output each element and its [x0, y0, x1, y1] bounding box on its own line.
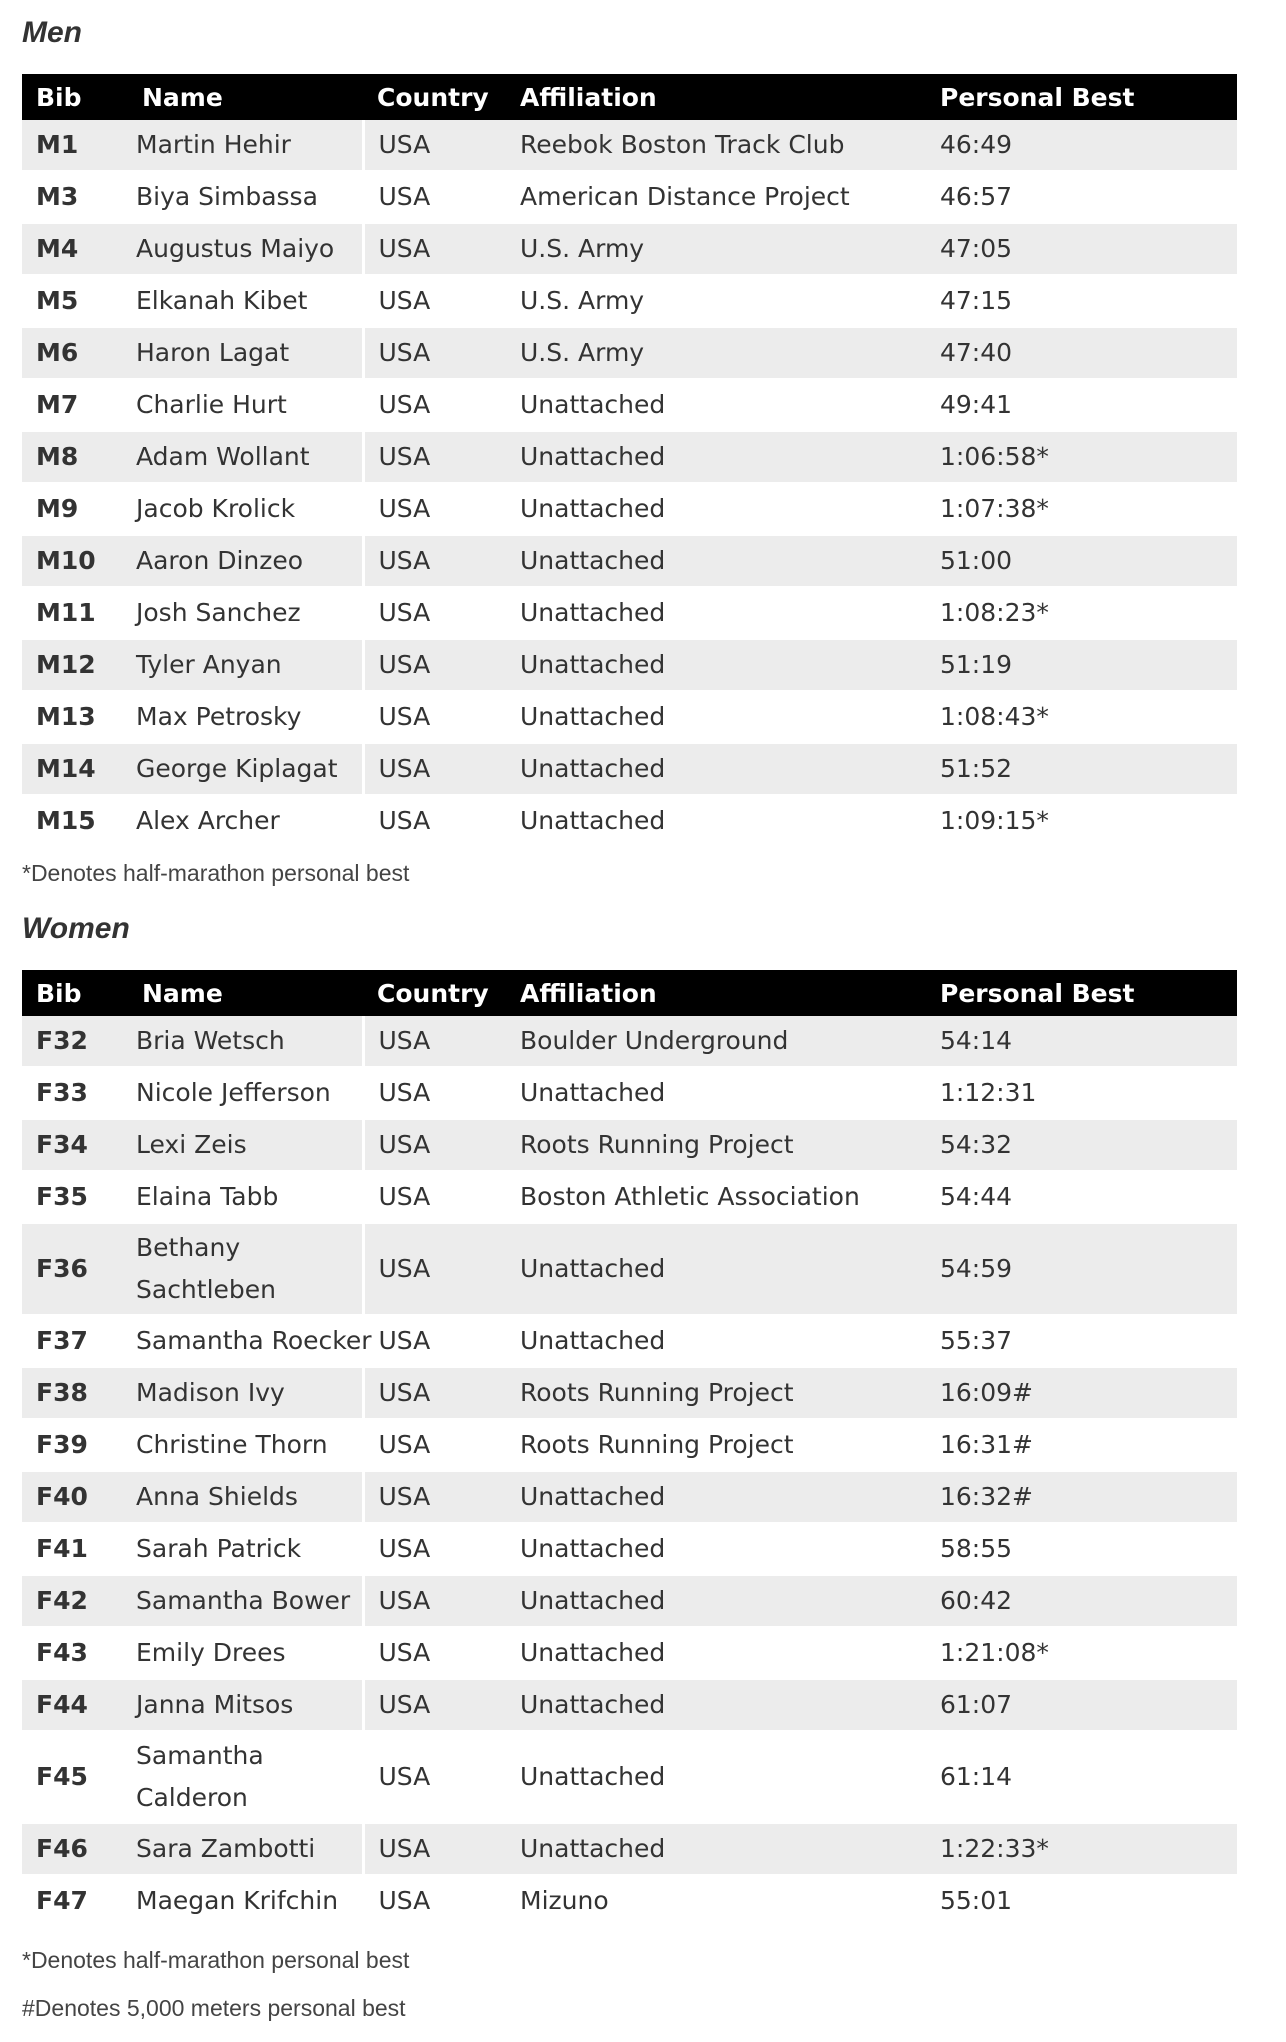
cell-country: USA [363, 1731, 506, 1823]
cell-bib: F33 [22, 1067, 128, 1119]
cell-country: USA [363, 795, 506, 847]
cell-bib: M9 [22, 483, 128, 535]
table-row [22, 275, 1237, 327]
cell-personal-best: 51:19 [926, 639, 1237, 691]
cell-personal-best: 54:59 [926, 1223, 1237, 1315]
cell-name: Martin Hehir [128, 120, 363, 171]
cell-country: USA [363, 1067, 506, 1119]
cell-affiliation: Unattached [506, 1223, 926, 1315]
cell-name: Bethany Sachtleben [128, 1223, 363, 1315]
men-footnote-half-marathon: *Denotes half-marathon personal best [22, 860, 410, 886]
cell-name: Madison Ivy [128, 1367, 363, 1419]
cell-personal-best: 47:40 [926, 327, 1237, 379]
cell-country: USA [363, 223, 506, 275]
header-personal-best: Personal Best [926, 970, 1237, 1016]
cell-bib: F34 [22, 1119, 128, 1171]
cell-name: Biya Simbassa [128, 171, 363, 223]
cell-affiliation: Reebok Boston Track Club [506, 120, 926, 171]
cell-bib: M15 [22, 795, 128, 847]
cell-bib: F45 [22, 1731, 128, 1823]
cell-personal-best: 60:42 [926, 1575, 1237, 1627]
cell-country: USA [363, 1016, 506, 1067]
cell-affiliation: Unattached [506, 1067, 926, 1119]
cell-country: USA [363, 1627, 506, 1679]
table-row [22, 587, 1237, 639]
cell-affiliation: Boulder Underground [506, 1016, 926, 1067]
men-section-title: Men [22, 16, 82, 49]
table-row [22, 1679, 1237, 1731]
cell-affiliation: Unattached [506, 1823, 926, 1875]
cell-affiliation: Unattached [506, 795, 926, 847]
cell-personal-best: 47:15 [926, 275, 1237, 327]
table-row [22, 1067, 1237, 1119]
cell-name: Janna Mitsos [128, 1679, 363, 1731]
cell-country: USA [363, 275, 506, 327]
cell-country: USA [363, 379, 506, 431]
cell-country: USA [363, 171, 506, 223]
table-header-row [22, 74, 1237, 120]
cell-name: Charlie Hurt [128, 379, 363, 431]
cell-bib: F41 [22, 1523, 128, 1575]
cell-affiliation: Unattached [506, 1575, 926, 1627]
cell-bib: M5 [22, 275, 128, 327]
cell-affiliation: Unattached [506, 1627, 926, 1679]
women-entrants-table [22, 970, 1237, 1928]
cell-personal-best: 51:00 [926, 535, 1237, 587]
cell-affiliation: Mizuno [506, 1875, 926, 1927]
cell-name: Sara Zambotti [128, 1823, 363, 1875]
header-country: Country [363, 970, 506, 1016]
cell-affiliation: Unattached [506, 1523, 926, 1575]
cell-personal-best: 1:08:43* [926, 691, 1237, 743]
cell-name: Josh Sanchez [128, 587, 363, 639]
cell-country: USA [363, 1119, 506, 1171]
cell-name: Adam Wollant [128, 431, 363, 483]
header-bib: Bib [22, 970, 128, 1016]
table-row [22, 691, 1237, 743]
header-name: Name [128, 74, 363, 120]
cell-affiliation: Unattached [506, 1315, 926, 1367]
cell-bib: F37 [22, 1315, 128, 1367]
cell-country: USA [363, 1575, 506, 1627]
table-row [22, 639, 1237, 691]
cell-affiliation: Unattached [506, 691, 926, 743]
cell-personal-best: 1:22:33* [926, 1823, 1237, 1875]
table-row [22, 1315, 1237, 1367]
cell-affiliation: Unattached [506, 535, 926, 587]
cell-affiliation: Unattached [506, 483, 926, 535]
cell-name: Anna Shields [128, 1471, 363, 1523]
cell-bib: M8 [22, 431, 128, 483]
header-bib: Bib [22, 74, 128, 120]
cell-country: USA [363, 535, 506, 587]
table-row [22, 1875, 1237, 1927]
cell-personal-best: 61:14 [926, 1731, 1237, 1823]
cell-country: USA [363, 691, 506, 743]
cell-country: USA [363, 1223, 506, 1315]
cell-bib: M4 [22, 223, 128, 275]
cell-country: USA [363, 1875, 506, 1927]
header-country: Country [363, 74, 506, 120]
table-row [22, 379, 1237, 431]
cell-personal-best: 54:32 [926, 1119, 1237, 1171]
table-row [22, 1471, 1237, 1523]
women-footnote-5000m: #Denotes 5,000 meters personal best [22, 1995, 406, 2021]
cell-country: USA [363, 743, 506, 795]
cell-personal-best: 16:31# [926, 1419, 1237, 1471]
cell-name: Maegan Krifchin [128, 1875, 363, 1927]
header-personal-best: Personal Best [926, 74, 1237, 120]
cell-personal-best: 46:57 [926, 171, 1237, 223]
cell-name: Christine Thorn [128, 1419, 363, 1471]
cell-name: Samantha Bower [128, 1575, 363, 1627]
cell-affiliation: U.S. Army [506, 327, 926, 379]
cell-affiliation: Unattached [506, 1731, 926, 1823]
cell-affiliation: American Distance Project [506, 171, 926, 223]
cell-personal-best: 1:08:23* [926, 587, 1237, 639]
cell-name: Aaron Dinzeo [128, 535, 363, 587]
table-row [22, 431, 1237, 483]
cell-personal-best: 1:12:31 [926, 1067, 1237, 1119]
table-row [22, 1119, 1237, 1171]
table-row [22, 1575, 1237, 1627]
cell-country: USA [363, 1471, 506, 1523]
cell-bib: M1 [22, 120, 128, 171]
cell-bib: F38 [22, 1367, 128, 1419]
cell-bib: F36 [22, 1223, 128, 1315]
cell-name: Samantha Roecker [128, 1315, 363, 1367]
cell-personal-best: 1:09:15* [926, 795, 1237, 847]
cell-personal-best: 58:55 [926, 1523, 1237, 1575]
cell-name: Nicole Jefferson [128, 1067, 363, 1119]
cell-country: USA [363, 327, 506, 379]
cell-country: USA [363, 483, 506, 535]
cell-name: Emily Drees [128, 1627, 363, 1679]
cell-bib: F42 [22, 1575, 128, 1627]
cell-name: Samantha Calderon [128, 1731, 363, 1823]
table-row [22, 1419, 1237, 1471]
women-section-title: Women [22, 912, 130, 945]
cell-personal-best: 46:49 [926, 120, 1237, 171]
cell-bib: M14 [22, 743, 128, 795]
table-row [22, 483, 1237, 535]
cell-name: Augustus Maiyo [128, 223, 363, 275]
cell-personal-best: 54:44 [926, 1171, 1237, 1223]
table-row [22, 1523, 1237, 1575]
cell-affiliation: Roots Running Project [506, 1119, 926, 1171]
table-row [22, 1367, 1237, 1419]
cell-personal-best: 49:41 [926, 379, 1237, 431]
cell-country: USA [363, 639, 506, 691]
table-row [22, 1171, 1237, 1223]
cell-affiliation: Unattached [506, 1679, 926, 1731]
cell-affiliation: Unattached [506, 431, 926, 483]
cell-affiliation: Roots Running Project [506, 1367, 926, 1419]
cell-personal-best: 61:07 [926, 1679, 1237, 1731]
cell-personal-best: 1:21:08* [926, 1627, 1237, 1679]
table-row [22, 795, 1237, 847]
cell-bib: M7 [22, 379, 128, 431]
table-row [22, 327, 1237, 379]
table-row [22, 1627, 1237, 1679]
cell-country: USA [363, 120, 506, 171]
cell-bib: F47 [22, 1875, 128, 1927]
cell-affiliation: Unattached [506, 587, 926, 639]
cell-personal-best: 16:09# [926, 1367, 1237, 1419]
cell-affiliation: Boston Athletic Association [506, 1171, 926, 1223]
table-row [22, 1823, 1237, 1875]
cell-personal-best: 16:32# [926, 1471, 1237, 1523]
cell-affiliation: U.S. Army [506, 275, 926, 327]
cell-bib: F40 [22, 1471, 128, 1523]
header-affiliation: Affiliation [506, 74, 926, 120]
cell-name: Elaina Tabb [128, 1171, 363, 1223]
cell-country: USA [363, 1823, 506, 1875]
cell-affiliation: Unattached [506, 639, 926, 691]
table-row [22, 1016, 1237, 1067]
cell-name: Alex Archer [128, 795, 363, 847]
header-name: Name [128, 970, 363, 1016]
cell-bib: M10 [22, 535, 128, 587]
table-row [22, 1223, 1237, 1315]
cell-bib: F46 [22, 1823, 128, 1875]
men-entrants-table [22, 74, 1237, 848]
cell-personal-best: 47:05 [926, 223, 1237, 275]
cell-personal-best: 51:52 [926, 743, 1237, 795]
cell-personal-best: 55:37 [926, 1315, 1237, 1367]
cell-name: Tyler Anyan [128, 639, 363, 691]
table-header-row [22, 970, 1237, 1016]
cell-name: Sarah Patrick [128, 1523, 363, 1575]
cell-country: USA [363, 1523, 506, 1575]
women-footnote-half-marathon: *Denotes half-marathon personal best [22, 1947, 410, 1973]
cell-country: USA [363, 1419, 506, 1471]
cell-bib: F35 [22, 1171, 128, 1223]
table-row [22, 223, 1237, 275]
cell-country: USA [363, 1315, 506, 1367]
cell-personal-best: 1:06:58* [926, 431, 1237, 483]
table-row [22, 171, 1237, 223]
cell-country: USA [363, 587, 506, 639]
cell-personal-best: 54:14 [926, 1016, 1237, 1067]
cell-bib: M6 [22, 327, 128, 379]
cell-bib: F39 [22, 1419, 128, 1471]
men-table-body [22, 120, 1237, 847]
cell-country: USA [363, 1679, 506, 1731]
cell-affiliation: Unattached [506, 1471, 926, 1523]
cell-country: USA [363, 1367, 506, 1419]
header-affiliation: Affiliation [506, 970, 926, 1016]
cell-affiliation: Roots Running Project [506, 1419, 926, 1471]
cell-affiliation: Unattached [506, 743, 926, 795]
cell-name: Haron Lagat [128, 327, 363, 379]
cell-name: Max Petrosky [128, 691, 363, 743]
cell-bib: F32 [22, 1016, 128, 1067]
cell-affiliation: Unattached [506, 379, 926, 431]
cell-name: Bria Wetsch [128, 1016, 363, 1067]
cell-bib: M13 [22, 691, 128, 743]
table-row [22, 120, 1237, 171]
cell-affiliation: U.S. Army [506, 223, 926, 275]
women-table-body [22, 1016, 1237, 1927]
cell-personal-best: 55:01 [926, 1875, 1237, 1927]
cell-name: Elkanah Kibet [128, 275, 363, 327]
cell-name: George Kiplagat [128, 743, 363, 795]
cell-bib: M11 [22, 587, 128, 639]
table-row [22, 1731, 1237, 1823]
cell-bib: M12 [22, 639, 128, 691]
cell-country: USA [363, 1171, 506, 1223]
table-row [22, 743, 1237, 795]
cell-bib: F43 [22, 1627, 128, 1679]
table-row [22, 535, 1237, 587]
cell-country: USA [363, 431, 506, 483]
cell-name: Lexi Zeis [128, 1119, 363, 1171]
cell-personal-best: 1:07:38* [926, 483, 1237, 535]
cell-bib: F44 [22, 1679, 128, 1731]
cell-bib: M3 [22, 171, 128, 223]
cell-name: Jacob Krolick [128, 483, 363, 535]
